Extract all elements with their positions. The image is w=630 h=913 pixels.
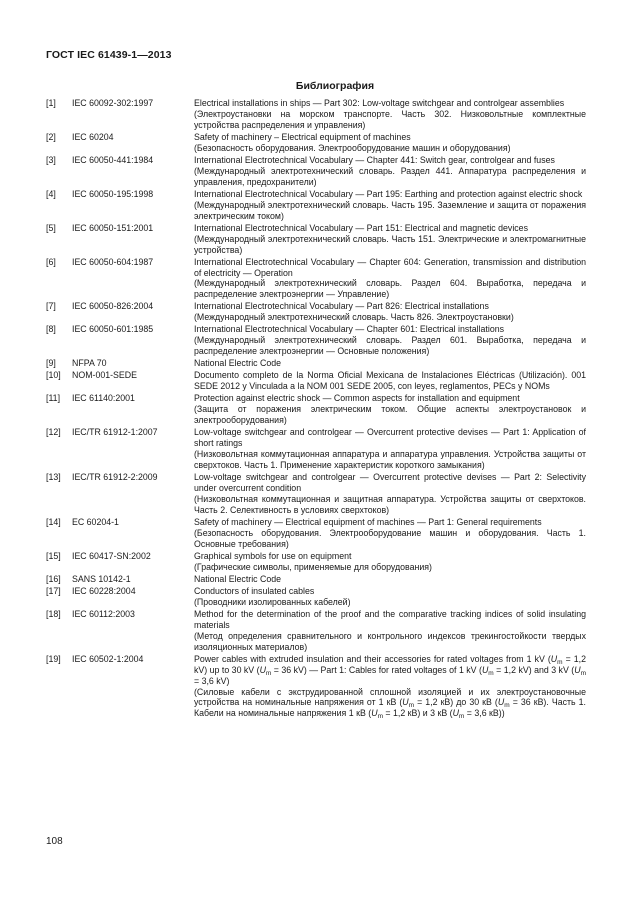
page-number: 108 <box>46 836 63 847</box>
entry-title-en: Conductors of insulated cables <box>194 585 315 596</box>
bibliography-title: Библиография <box>295 80 375 92</box>
entry-title-en: Documento completo de la Norma Oficial Mexicana de Instalaciones Eléctricas (Utilización). 001 SEDE 2012 y Vinculada a la NOM 001 SEDE 2005, con leyes, reglamentos, PECs y NOMs <box>194 370 586 392</box>
bibliography-entry <box>46 427 586 471</box>
voltage-symbol: U <box>481 664 489 675</box>
entry-code: EC 60204-1 <box>72 516 119 527</box>
voltage-symbol: U <box>497 697 505 708</box>
entry-code: IEC 60050-604:1987 <box>72 256 154 267</box>
entry-title-ru: (Силовые кабели с экструдированной сплошной изоляцией и их электроустановочные устройства на номинальные напряжения от 1 кВ ($U_m = 1,2$ кВ) до 30 кВ ($U_m = 36$ кВ). Часть 1. Кабели на номинальные напряжения 1 кВ ($U_m = 1,2$ кВ) и 3 кВ ($U_m = 3,6$ кВ)) <box>194 686 586 721</box>
entry-title-en: Protection against electric shock — Common aspects for installation and equipment <box>194 393 520 404</box>
entry-body <box>194 609 586 653</box>
entry-number: [15] <box>46 550 61 561</box>
entry-code: IEC/TR 61912-2:2009 <box>72 472 158 483</box>
entry-number: [3] <box>46 154 56 165</box>
bibliography-entry <box>46 98 586 131</box>
entry-title-ru: (Защита от поражения электрическим током. Общие аспекты электроустановок и электрооборудования) <box>194 404 586 426</box>
bibliography-list <box>46 98 586 720</box>
voltage-symbol: U <box>550 653 558 664</box>
bibliography-entry <box>46 654 586 719</box>
entry-title-en: International Electrotechnical Vocabulary — Chapter 604: Generation, transmission and distribution of electricity — Operation <box>194 256 586 278</box>
entry-code: IEC 60050-441:1984 <box>72 154 154 165</box>
entry-title-ru: (Международный электротехнический словарь. Раздел 604. Выработка, передача и распределение электроэнергии — Управление) <box>194 278 586 300</box>
bibliography-entry <box>46 301 586 323</box>
entry-title-en: International Electrotechnical Vocabulary — Part 195: Earthing and protection against electric shock <box>194 188 583 199</box>
page-header: ГОСТ IEC 61439-1—2013 <box>46 49 172 61</box>
entry-body <box>194 370 586 392</box>
entry-code: IEC 60502-1:2004 <box>72 653 144 664</box>
voltage-subscript: m <box>557 658 563 666</box>
entry-code: IEC 60228:2004 <box>72 585 136 596</box>
entry-body <box>194 551 586 573</box>
entry-title-ru: (Безопасность оборудования. Электрооборудование машин и оборудования) <box>194 142 511 153</box>
entry-body <box>194 358 586 369</box>
entry-title-en: Safety of machinery – Electrical equipment of machines <box>194 131 411 142</box>
entry-body <box>194 301 586 323</box>
entry-title-ru: (Международный электротехнический словарь. Часть 826. Электроустановки) <box>194 312 514 323</box>
entry-title-ru: (Международный электротехнический словарь. Часть 151. Электрические и электромагнитные устройства) <box>194 233 586 255</box>
entry-number: [8] <box>46 324 56 335</box>
entry-title-en: Safety of machinery — Electrical equipment of machines — Part 1: General requirements <box>194 516 542 527</box>
bibliography-entry <box>46 551 586 573</box>
entry-body <box>194 586 586 608</box>
bibliography-entry <box>46 132 586 154</box>
entry-code: IEC 60050-826:2004 <box>72 301 154 312</box>
entry-title-en: International Electrotechnical Vocabulary — Part 826: Electrical installations <box>194 301 489 312</box>
voltage-subscript: m <box>488 669 494 677</box>
entry-number: [19] <box>46 653 61 664</box>
entry-number: [11] <box>46 393 61 404</box>
bibliography-entry <box>46 586 586 608</box>
bibliography-entry <box>46 393 586 426</box>
entry-title-en: International Electrotechnical Vocabulary — Chapter 601: Electrical installations <box>194 324 505 335</box>
entry-title-ru: (Международный электротехнический словарь. Раздел 601. Выработка, передача и распределение электроэнергии — Основные положения) <box>194 335 586 357</box>
voltage-subscript: m <box>408 702 415 710</box>
entry-code: IEC 60204 <box>72 131 114 142</box>
entry-number: [7] <box>46 301 56 312</box>
entry-number: [12] <box>46 427 61 438</box>
entry-body <box>194 257 586 301</box>
entry-code: IEC 60092-302:1997 <box>72 98 154 108</box>
entry-title-ru: (Международный электротехнический словарь. Часть 195. Заземление и защита от поражения электрическим током) <box>194 199 586 221</box>
entry-code: IEC 60112:2003 <box>72 608 135 619</box>
voltage-symbol: U <box>259 664 266 675</box>
entry-title-ru: (Графические символы, применяемые для оборудования) <box>194 561 432 572</box>
entry-title-en: International Electrotechnical Vocabulary — Part 151: Electrical and magnetic devices <box>194 222 528 233</box>
bibliography-entry <box>46 517 586 550</box>
entry-body <box>194 98 586 131</box>
voltage-symbol: U <box>402 697 409 708</box>
voltage-subscript: m <box>377 713 383 721</box>
entry-title-ru: (Международный электротехнический словарь. Раздел 441. Аппаратура распределения и управления, предохранители) <box>194 165 586 187</box>
entry-title-en: Electrical installations in ships — Part 302: Low-voltage switchgear and controlgear assemblies <box>194 98 565 108</box>
entry-number: [9] <box>46 358 56 369</box>
entry-number: [14] <box>46 516 61 527</box>
bibliography-entry <box>46 155 586 188</box>
entry-body <box>194 223 586 256</box>
voltage-symbol: U <box>574 664 581 675</box>
entry-number: [5] <box>46 222 56 233</box>
entry-number: [18] <box>46 608 61 619</box>
entry-body <box>194 654 586 719</box>
entry-title-ru: (Безопасность оборудования. Электрооборудование машин и оборудования. Часть 1. Основные требования) <box>194 527 586 549</box>
entry-body <box>194 189 586 222</box>
bibliography-entry <box>46 472 586 516</box>
entry-body <box>194 574 586 585</box>
entry-code: NFPA 70 <box>72 358 107 369</box>
entry-title-en: Low-voltage switchgear and controlgear — Overcurrent protective devises — Part 1: Application of short ratings <box>194 427 586 449</box>
entry-title-ru: (Метод определения сравнительного и контрольного индексов трекингостойкости твердых изоляционных материалов) <box>194 630 586 652</box>
entry-title-en: Graphical symbols for use on equipment <box>194 550 352 561</box>
entry-code: IEC 60417-SN:2002 <box>72 550 151 561</box>
entry-code: IEC 60050-195:1998 <box>72 188 154 199</box>
entry-number: [6] <box>46 256 56 267</box>
bibliography-entry <box>46 574 586 585</box>
entry-number: [1] <box>46 98 56 108</box>
entry-body <box>194 155 586 188</box>
entry-title-ru: (Проводники изолированных кабелей) <box>194 596 351 607</box>
entry-title-ru: (Электроустановки на морском транспорте. Часть 302. Низковольтные комплектные устройства распределения и управления) <box>194 108 586 130</box>
entry-body <box>194 517 586 550</box>
bibliography-entry <box>46 223 586 256</box>
entry-number: [2] <box>46 131 56 142</box>
entry-body <box>194 324 586 357</box>
voltage-symbol: U <box>452 708 459 719</box>
entry-title-en: International Electrotechnical Vocabulary — Chapter 441: Switch gear, controlgear and fuses <box>194 154 555 165</box>
entry-body <box>194 393 586 426</box>
entry-number: [13] <box>46 472 61 483</box>
bibliography-entry <box>46 370 586 392</box>
bibliography-entry <box>46 358 586 369</box>
bibliography-entry <box>46 324 586 357</box>
entry-code: NOM-001-SEDE <box>72 370 138 381</box>
entry-body <box>194 427 586 471</box>
bibliography-entry <box>46 609 586 653</box>
bibliography-entry <box>46 257 586 301</box>
entry-body <box>194 472 586 516</box>
entry-code: IEC 60050-151:2001 <box>72 222 154 233</box>
entry-title-en: Power cables with extruded insulation and their accessories for rated voltages from 1 kV ($U_m = 1,2$ kV) up to 30 kV ($U_m = 36$ kV) — Part 1: Cables for rated voltages of 1 kV ($U_m = 1,2$ kV) and 3 kV ($U_m = 3,6$ kV) <box>194 653 586 686</box>
entry-title-en: Method for the determination of the proof and the comparative tracking indices of solid insulating materials <box>194 608 586 630</box>
entry-number: [10] <box>46 370 61 381</box>
entry-title-ru: (Низковольтная коммутационная аппаратура и аппаратура управления. Устройства защиты от сверхтоков. Часть 1. Применение характеристик короткого замыкания) <box>194 449 586 471</box>
entry-code: SANS 10142-1 <box>72 573 131 584</box>
entry-title-en: Low-voltage switchgear and controlgear — Overcurrent protective devises — Part 2: Selectivity under overcurrent condition <box>194 472 586 494</box>
entry-number: [16] <box>46 573 61 584</box>
voltage-subscript: m <box>458 713 465 721</box>
entry-title-ru: (Низковольтная коммутационная и защитная аппаратура. Устройства защиты от сверхтоков. Часть 2. Селективность в условиях сверхтоков) <box>194 493 586 515</box>
voltage-subscript: m <box>504 702 510 710</box>
entry-number: [4] <box>46 188 56 199</box>
entry-code: IEC/TR 61912-1:2007 <box>72 427 158 438</box>
entry-title-en: National Electric Code <box>194 358 282 369</box>
voltage-subscript: m <box>265 669 272 677</box>
entry-title-en: National Electric Code <box>194 573 282 584</box>
entry-code: IEC 61140:2001 <box>72 393 135 404</box>
bibliography-entry <box>46 189 586 222</box>
voltage-subscript: m <box>580 669 586 677</box>
entry-code: IEC 60050-601:1985 <box>72 324 154 335</box>
voltage-symbol: U <box>371 708 378 719</box>
entry-number: [17] <box>46 585 61 596</box>
entry-body <box>194 132 586 154</box>
